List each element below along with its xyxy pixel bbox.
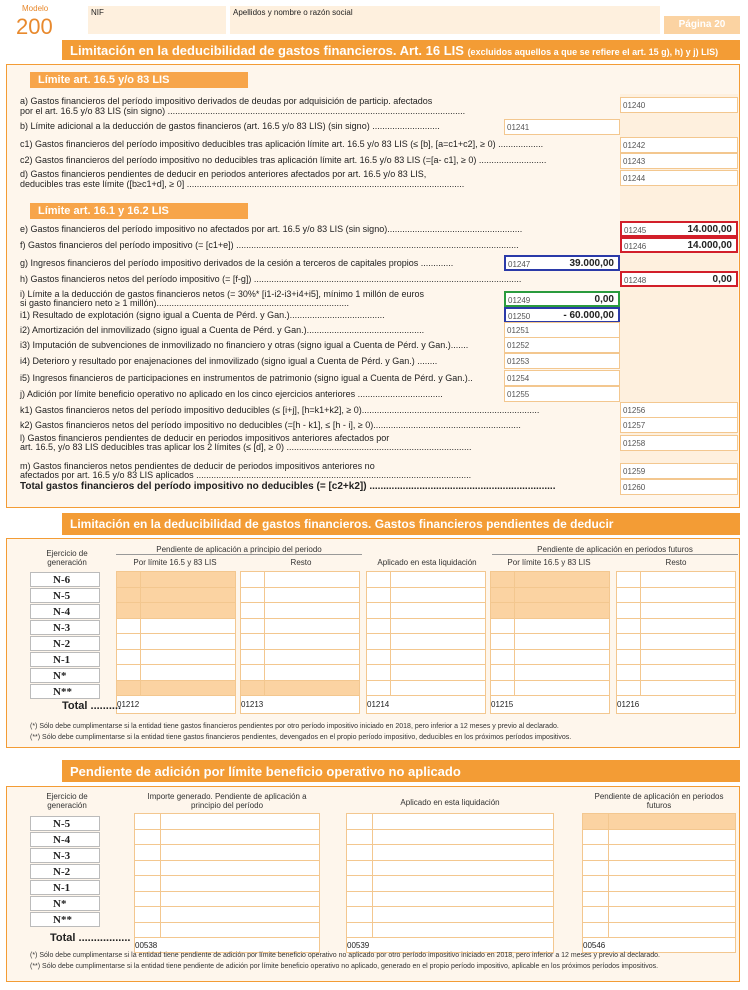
s2-cell-code: [117, 618, 141, 634]
s2-table-col-4: [616, 571, 736, 714]
row-a-label: d) Gastos financieros pendientes de deducir en periodos anteriores afectados por art. 16.5 y/o 83 LIS,: [20, 169, 427, 179]
field-01243[interactable]: [620, 153, 738, 169]
field-01240[interactable]: [620, 97, 738, 113]
s3-cell-code: [135, 891, 161, 907]
code-01255: 01255: [507, 390, 530, 399]
value-01247: 39.000,00: [569, 258, 614, 269]
s2-table-col-1: [240, 571, 360, 714]
s2-generation-6: N*: [30, 668, 100, 683]
s2-cell-input[interactable]: [391, 587, 486, 603]
s2-cell-input[interactable]: [141, 665, 236, 681]
s2-cell-input[interactable]: [265, 572, 360, 588]
s3-cell-code: [347, 876, 373, 892]
s2-cell-input[interactable]: [391, 665, 486, 681]
s2-generation-0: N-6: [30, 572, 100, 587]
s3-total-label: Total .................: [50, 932, 131, 944]
s3-cell-input[interactable]: [161, 845, 320, 861]
s2-cell-code: [367, 603, 391, 619]
s2-col-limite2: Por límite 16.5 y 83 LIS: [507, 558, 591, 567]
code-01241: 01241: [507, 123, 530, 132]
s3-cell-code: [347, 845, 373, 861]
s3-cell-code[interactable]: 00538: [135, 938, 320, 953]
s2-note2: (**) Sólo debe cumplimentarse si la entidad tiene gastos financieros pendientes, devengados en el propio período impositivo, deducibles en los próximos períodos impositivos.: [30, 734, 572, 741]
s3-cell-input[interactable]: [373, 860, 554, 876]
s3-cell-code: [347, 922, 373, 938]
s3-cell-code: [583, 860, 609, 876]
row-b-label: j) Adición por límite beneficio operativo no aplicado en los cinco ejercicios anteriores ..................................: [20, 389, 443, 399]
row-b-label-cont: art. 16.5, y/o 83 LIS deducibles tras aplicar los 2 límites (≤ [d], ≥ 0) ..........................................................................: [20, 442, 472, 452]
field-01251[interactable]: [504, 322, 620, 338]
s3-generation-0: N-5: [30, 816, 100, 831]
s3-cell-code: [583, 922, 609, 938]
value-01248: 0,00: [712, 274, 732, 285]
s2-cell-input: [141, 603, 236, 619]
s2-cell-code: [367, 587, 391, 603]
s2-cell-input[interactable]: [265, 618, 360, 634]
s2-cell-input[interactable]: [391, 634, 486, 650]
s2-cell-code: [617, 649, 641, 665]
s3-cell-code: [135, 860, 161, 876]
s2-group-right: Pendiente de aplicación en periodos futuros: [492, 545, 738, 555]
section1-title-bar: [62, 40, 740, 60]
s2-cell-code: [491, 618, 515, 634]
s3-cell-code[interactable]: 00546: [583, 938, 736, 953]
row-b-label: m) Gastos financieros netos pendientes de deducir de periodos impositivos anteriores no: [20, 461, 375, 471]
code-01258: 01258: [623, 439, 646, 448]
s3-cell-code: [135, 876, 161, 892]
s2-cell-input[interactable]: [515, 680, 610, 696]
code-01257: 01257: [623, 421, 646, 430]
s2-cell-input: [515, 603, 610, 619]
s2-cell-code: [241, 680, 265, 696]
s2-cell-input: [265, 680, 360, 696]
s2-cell-code: [617, 587, 641, 603]
field-01257[interactable]: [620, 417, 738, 433]
field-01250[interactable]: [504, 307, 620, 323]
s2-col-limite: Por límite 16.5 y 83 LIS: [133, 558, 217, 567]
section3-title-bar: Pendiente de adición por límite beneficio operativo no aplicado: [62, 760, 740, 782]
s2-total-label: Total ..........: [62, 700, 122, 712]
value-01250: - 60.000,00: [563, 310, 614, 321]
s2-cell-code: [241, 587, 265, 603]
s2-generation-7: N**: [30, 684, 100, 699]
s2-cell-input[interactable]: [515, 665, 610, 681]
value-01245: 14.000,00: [687, 224, 732, 235]
s2-cell-input[interactable]: [141, 618, 236, 634]
s2-cell-code: [491, 649, 515, 665]
s2-table-col-0: [116, 571, 236, 714]
s2-cell-input: [141, 680, 236, 696]
field-01244[interactable]: [620, 170, 738, 186]
s2-cell-code: [241, 572, 265, 588]
s2-cell-code: [617, 665, 641, 681]
value-01249: 0,00: [594, 294, 614, 305]
code-01245: 01245: [624, 226, 647, 235]
s2-group-left: Pendiente de aplicación a principio del periodo: [116, 545, 362, 555]
s3-cell-input[interactable]: [373, 876, 554, 892]
s3-table-col-1: [346, 813, 554, 953]
s3-cell-code: [347, 891, 373, 907]
field-01259[interactable]: [620, 463, 738, 479]
code-01256: 01256: [623, 406, 646, 415]
s2-cell-input[interactable]: [391, 649, 486, 665]
name-label: Apellidos y nombre o razón social: [233, 8, 353, 17]
s2-cell-input: [141, 572, 236, 588]
s2-cell-input[interactable]: [515, 649, 610, 665]
s2-cell-code: [491, 603, 515, 619]
code-01247: 01247: [508, 260, 531, 269]
section1-title-note: (excluidos aquellos a que se refiere el art. 15 g), h) y j) LIS): [467, 47, 719, 57]
s2-col-resto2: Resto: [665, 558, 687, 567]
s2-cell-input: [515, 587, 610, 603]
s3-generation-4: N-1: [30, 880, 100, 895]
s2-cell-code: [617, 680, 641, 696]
field-01260[interactable]: [620, 479, 738, 495]
s3-col-ejercicio: Ejercicio de generación: [46, 792, 88, 810]
code-01248: 01248: [624, 276, 647, 285]
field-01247[interactable]: [504, 255, 620, 271]
field-01253[interactable]: [504, 353, 620, 369]
s3-cell-code: [583, 829, 609, 845]
row-b-label: i3) Imputación de subvenciones de inmovilizado no financiero y otras (signo igual a Cuenta de Pérd. y Gan.).......: [20, 340, 469, 350]
s2-cell-code: [367, 618, 391, 634]
s2-cell-code: [491, 665, 515, 681]
s2-cell-input: [141, 587, 236, 603]
s3-cell-input[interactable]: [609, 860, 736, 876]
s3-cell-code: [347, 814, 373, 830]
s3-cell-input[interactable]: [609, 829, 736, 845]
s2-col-ejercicio: Ejercicio de generación: [46, 549, 88, 567]
s2-cell-code: [117, 603, 141, 619]
s2-cell-code[interactable]: 01214: [367, 696, 486, 714]
s2-cell-input[interactable]: [265, 634, 360, 650]
s3-cell-input[interactable]: [161, 907, 320, 923]
s3-cell-code: [347, 829, 373, 845]
s3-cell-input[interactable]: [161, 876, 320, 892]
code-01250: 01250: [508, 312, 531, 321]
s3-cell-code: [135, 907, 161, 923]
s3-cell-input[interactable]: [609, 876, 736, 892]
s2-cell-code: [491, 572, 515, 588]
s2-cell-code: [617, 618, 641, 634]
row-b-label: i) Límite a la deducción de gastos financieros netos (= 30%* [i1-i2-i3+i4+i5], mínimo 1 millón de euros: [20, 289, 424, 299]
code-01259: 01259: [623, 467, 646, 476]
s3-col-aplicado: Aplicado en esta liquidación: [400, 798, 500, 807]
s3-cell-input[interactable]: [161, 891, 320, 907]
s2-cell-code: [367, 649, 391, 665]
s3-generation-5: N*: [30, 896, 100, 911]
s3-cell-code: [135, 922, 161, 938]
s2-cell-input[interactable]: [391, 572, 486, 588]
s2-cell-input[interactable]: [641, 634, 736, 650]
s3-cell-code: [583, 891, 609, 907]
s2-cell-code: [241, 649, 265, 665]
field-01249[interactable]: [504, 291, 620, 307]
row-b-label: h) Gastos financieros netos del período impositivo (= [f-g]) ...........................................................................................................: [20, 274, 522, 284]
field-01254[interactable]: [504, 370, 620, 386]
s2-cell-code: [241, 634, 265, 650]
code-01243: 01243: [623, 157, 646, 166]
s2-cell-input[interactable]: [265, 603, 360, 619]
s3-cell-input[interactable]: [161, 922, 320, 938]
row-b-label: i2) Amortización del inmovilizado (signo igual a Cuenta de Pérd. y Gan.)...............................................: [20, 325, 425, 335]
field-01246[interactable]: [620, 237, 738, 253]
s3-cell-input[interactable]: [373, 907, 554, 923]
s2-table-col-3: [490, 571, 610, 714]
row-b-label-cont: afectados por art. 16.5 y/o 83 LIS aplicados ..............................................................................................................: [20, 470, 472, 480]
s2-cell-code: [617, 634, 641, 650]
code-01260: 01260: [623, 483, 646, 492]
row-a-label: c1) Gastos financieros del período impositivo deducibles tras aplicación límite art. 16.5 y/o 83 LIS (≤ [b], [a=c1+c2], ≥ 0) ..................: [20, 139, 544, 149]
s2-cell-input[interactable]: [391, 680, 486, 696]
code-01249: 01249: [508, 296, 531, 305]
s2-note1: (*) Sólo debe cumplimentarse si la entidad tiene gastos financieros pendientes por otro período impositivo iniciado en 2018, pero inferior a 12 meses y previo al declarado.: [30, 723, 559, 730]
s3-generation-1: N-4: [30, 832, 100, 847]
s3-table-col-0: [134, 813, 320, 953]
s2-cell-input[interactable]: [515, 634, 610, 650]
nif-label: NIF: [91, 8, 104, 17]
s3-cell-input[interactable]: [373, 814, 554, 830]
s3-cell-input[interactable]: [373, 829, 554, 845]
code-01240: 01240: [623, 101, 646, 110]
s3-cell-code: [347, 907, 373, 923]
s2-col-aplicado: Aplicado en esta liquidación: [377, 558, 477, 567]
field-01242[interactable]: [620, 137, 738, 153]
s2-cell-input[interactable]: [391, 618, 486, 634]
s2-cell-input[interactable]: [391, 603, 486, 619]
s2-cell-code: [367, 634, 391, 650]
row-b-label: i5) Ingresos financieros de participaciones en instrumentos de patrimonio (signo igual a Cuenta de Pérd. y Gan.)..: [20, 373, 473, 383]
section2-title-bar: Limitación en la deducibilidad de gastos financieros. Gastos financieros pendientes de deducir: [62, 513, 740, 535]
s2-generation-1: N-5: [30, 588, 100, 603]
row-b-label: l) Gastos financieros pendientes de deducir en periodos impositivos anteriores afectados por: [20, 433, 390, 443]
s3-cell-code: [583, 876, 609, 892]
s2-cell-input[interactable]: [641, 618, 736, 634]
s3-cell-input[interactable]: [609, 891, 736, 907]
s2-cell-input[interactable]: [265, 665, 360, 681]
code-01244: 01244: [623, 174, 646, 183]
page-badge: Página 20: [664, 16, 740, 34]
s3-cell-input[interactable]: [161, 860, 320, 876]
field-01255[interactable]: [504, 386, 620, 402]
s3-table-col-2: [582, 813, 736, 953]
s2-cell-input[interactable]: [641, 603, 736, 619]
s2-cell-code: [491, 634, 515, 650]
s3-cell-input[interactable]: [609, 907, 736, 923]
section1-title: Limitación en la deducibilidad de gastos financieros. Art. 16 LIS: [70, 43, 464, 58]
nif-field[interactable]: [88, 6, 226, 34]
s2-cell-code: [117, 634, 141, 650]
s2-cell-input[interactable]: [641, 587, 736, 603]
s3-col-importe: Importe generado. Pendiente de aplicación a principio del período: [147, 792, 307, 810]
s2-cell-input[interactable]: [265, 587, 360, 603]
s2-cell-code: [117, 665, 141, 681]
row-b-label-cont: si gasto financiero neto ≥ 1 millón).............................................................................: [20, 298, 350, 308]
s2-cell-input[interactable]: [641, 680, 736, 696]
s2-cell-code: [241, 603, 265, 619]
s2-cell-code: [491, 680, 515, 696]
s3-note1: (*) Sólo debe cumplimentarse si la entidad tiene pendiente de adición por límite beneficio operativo no aplicado por otro período impositivo iniciado en 2018, pero inferior a 12 meses y previo al declarado.: [30, 952, 660, 959]
s2-col-resto: Resto: [290, 558, 312, 567]
s2-generation-5: N-1: [30, 652, 100, 667]
s2-cell-input[interactable]: [515, 618, 610, 634]
row-b-label: Total gastos financieros del período impositivo no deducibles (= [c2+k2]) ...................................................................: [20, 481, 556, 492]
s3-cell-input[interactable]: [373, 922, 554, 938]
row-b-label: g) Ingresos financieros del período impositivo derivados de la cesión a terceros de capitales propios .............: [20, 258, 454, 268]
value-01246: 14.000,00: [687, 240, 732, 251]
s2-cell-code: [367, 665, 391, 681]
s2-cell-code: [491, 587, 515, 603]
s2-table-col-2: [366, 571, 486, 714]
s2-cell-code: [241, 665, 265, 681]
subsection-b-title: Límite art. 16.1 y 16.2 LIS: [30, 203, 248, 219]
s3-cell-input: [609, 814, 736, 830]
s3-cell-code: [583, 814, 609, 830]
s2-cell-code[interactable]: 01215: [491, 696, 610, 714]
field-01241[interactable]: [504, 119, 620, 135]
s3-cell-input[interactable]: [373, 891, 554, 907]
field-01256[interactable]: [620, 402, 738, 418]
s2-cell-input[interactable]: [641, 572, 736, 588]
s3-cell-input[interactable]: [161, 829, 320, 845]
row-a-label-cont: deducibles tras este límite ([b≥c1+d], ≥ 0] ...............................................................................................................: [20, 179, 465, 189]
s3-cell-code: [135, 829, 161, 845]
s3-cell-code: [135, 845, 161, 861]
s2-cell-code: [117, 572, 141, 588]
s2-cell-input[interactable]: [141, 634, 236, 650]
s3-cell-input[interactable]: [609, 845, 736, 861]
s2-cell-code: [117, 587, 141, 603]
name-field[interactable]: [230, 6, 660, 34]
s2-cell-code[interactable]: 01213: [241, 696, 360, 714]
subsection-a-title: Límite art. 16.5 y/o 83 LIS: [30, 72, 248, 88]
code-01246: 01246: [624, 242, 647, 251]
code-01251: 01251: [507, 326, 530, 335]
code-01254: 01254: [507, 374, 530, 383]
s3-generation-3: N-2: [30, 864, 100, 879]
row-b-label: e) Gastos financieros del período impositivo no afectados por art. 16.5 y/o 83 LIS (sin signo)......................................................: [20, 224, 523, 234]
field-01248[interactable]: [620, 271, 738, 287]
code-01253: 01253: [507, 357, 530, 366]
s2-cell-code[interactable]: 01216: [617, 696, 736, 714]
row-b-label: i1) Resultado de explotación (signo igual a Cuenta de Pérd. y Gan.)......................................: [20, 310, 385, 320]
row-a-label: b) Límite adicional a la deducción de gastos financieros (art. 16.5 y/o 83 LIS) (sin signo) ...........................: [20, 121, 440, 131]
s2-cell-input[interactable]: [641, 665, 736, 681]
s2-cell-input[interactable]: [141, 649, 236, 665]
field-01258[interactable]: [620, 435, 738, 451]
s3-note2: (**) Sólo debe cumplimentarse si la entidad tiene pendiente de adición por límite beneficio operativo no aplicado, generado en el propio período impositivo, aplicable en los próximos períodos impositivos.: [30, 963, 659, 970]
s2-cell-code: [117, 649, 141, 665]
row-b-label: k2) Gastos financieros netos del período impositivo no deducibles (=[h - k1], ≤ [h - i], ≥ 0)...........................................................: [20, 420, 521, 430]
s2-cell-code: [117, 680, 141, 696]
row-b-label: f) Gastos financieros del período impositivo (= [c1+e]) .................................................................................................................: [20, 240, 519, 250]
s3-generation-2: N-3: [30, 848, 100, 863]
s2-cell-input[interactable]: [265, 649, 360, 665]
row-b-label: i4) Deterioro y resultado por enajenaciones del inmovilizado (signo igual a Cuenta de Pérd. y Gan.) ........: [20, 356, 438, 366]
s3-cell-code[interactable]: 00539: [347, 938, 554, 953]
s2-generation-2: N-4: [30, 604, 100, 619]
s2-cell-input[interactable]: [641, 649, 736, 665]
s3-cell-input[interactable]: [373, 845, 554, 861]
s3-cell-code: [347, 860, 373, 876]
s3-col-futuro: Pendiente de aplicación en periodos futuros: [594, 792, 724, 810]
s3-cell-input[interactable]: [161, 814, 320, 830]
s3-cell-code: [135, 814, 161, 830]
row-a-label: c2) Gastos financieros del período impositivo no deducibles tras aplicación límite art. 16.5 y/o 83 LIS (=[a- c1], ≥ 0) ...........................: [20, 155, 547, 165]
modelo-number: 200: [16, 14, 53, 39]
row-a-label: a) Gastos financieros del período impositivo derivados de deudas por adquisición de particip. afectados: [20, 96, 433, 106]
field-01245[interactable]: [620, 221, 738, 237]
row-b-label: k1) Gastos financieros netos del período impositivo deducibles (≤ [i+j], [h=k1+k2], ≥ 0).......................................................................: [20, 405, 540, 415]
s2-cell-input: [515, 572, 610, 588]
s2-generation-4: N-2: [30, 636, 100, 651]
field-01252[interactable]: [504, 337, 620, 353]
s3-generation-6: N**: [30, 912, 100, 927]
code-01242: 01242: [623, 141, 646, 150]
s2-cell-code: [241, 618, 265, 634]
s3-cell-code: [583, 845, 609, 861]
modelo-label: Modelo: [22, 4, 49, 13]
s2-cell-code: [617, 572, 641, 588]
s2-cell-code: [367, 680, 391, 696]
s3-cell-input[interactable]: [609, 922, 736, 938]
code-01252: 01252: [507, 341, 530, 350]
s2-cell-code: [367, 572, 391, 588]
s2-cell-code: [617, 603, 641, 619]
row-a-label-cont: por el art. 16.5 y/o 83 LIS (sin signo) .......................................................................................................................: [20, 106, 466, 116]
s3-cell-code: [583, 907, 609, 923]
s2-cell-code[interactable]: 01212: [117, 696, 236, 714]
s2-generation-3: N-3: [30, 620, 100, 635]
